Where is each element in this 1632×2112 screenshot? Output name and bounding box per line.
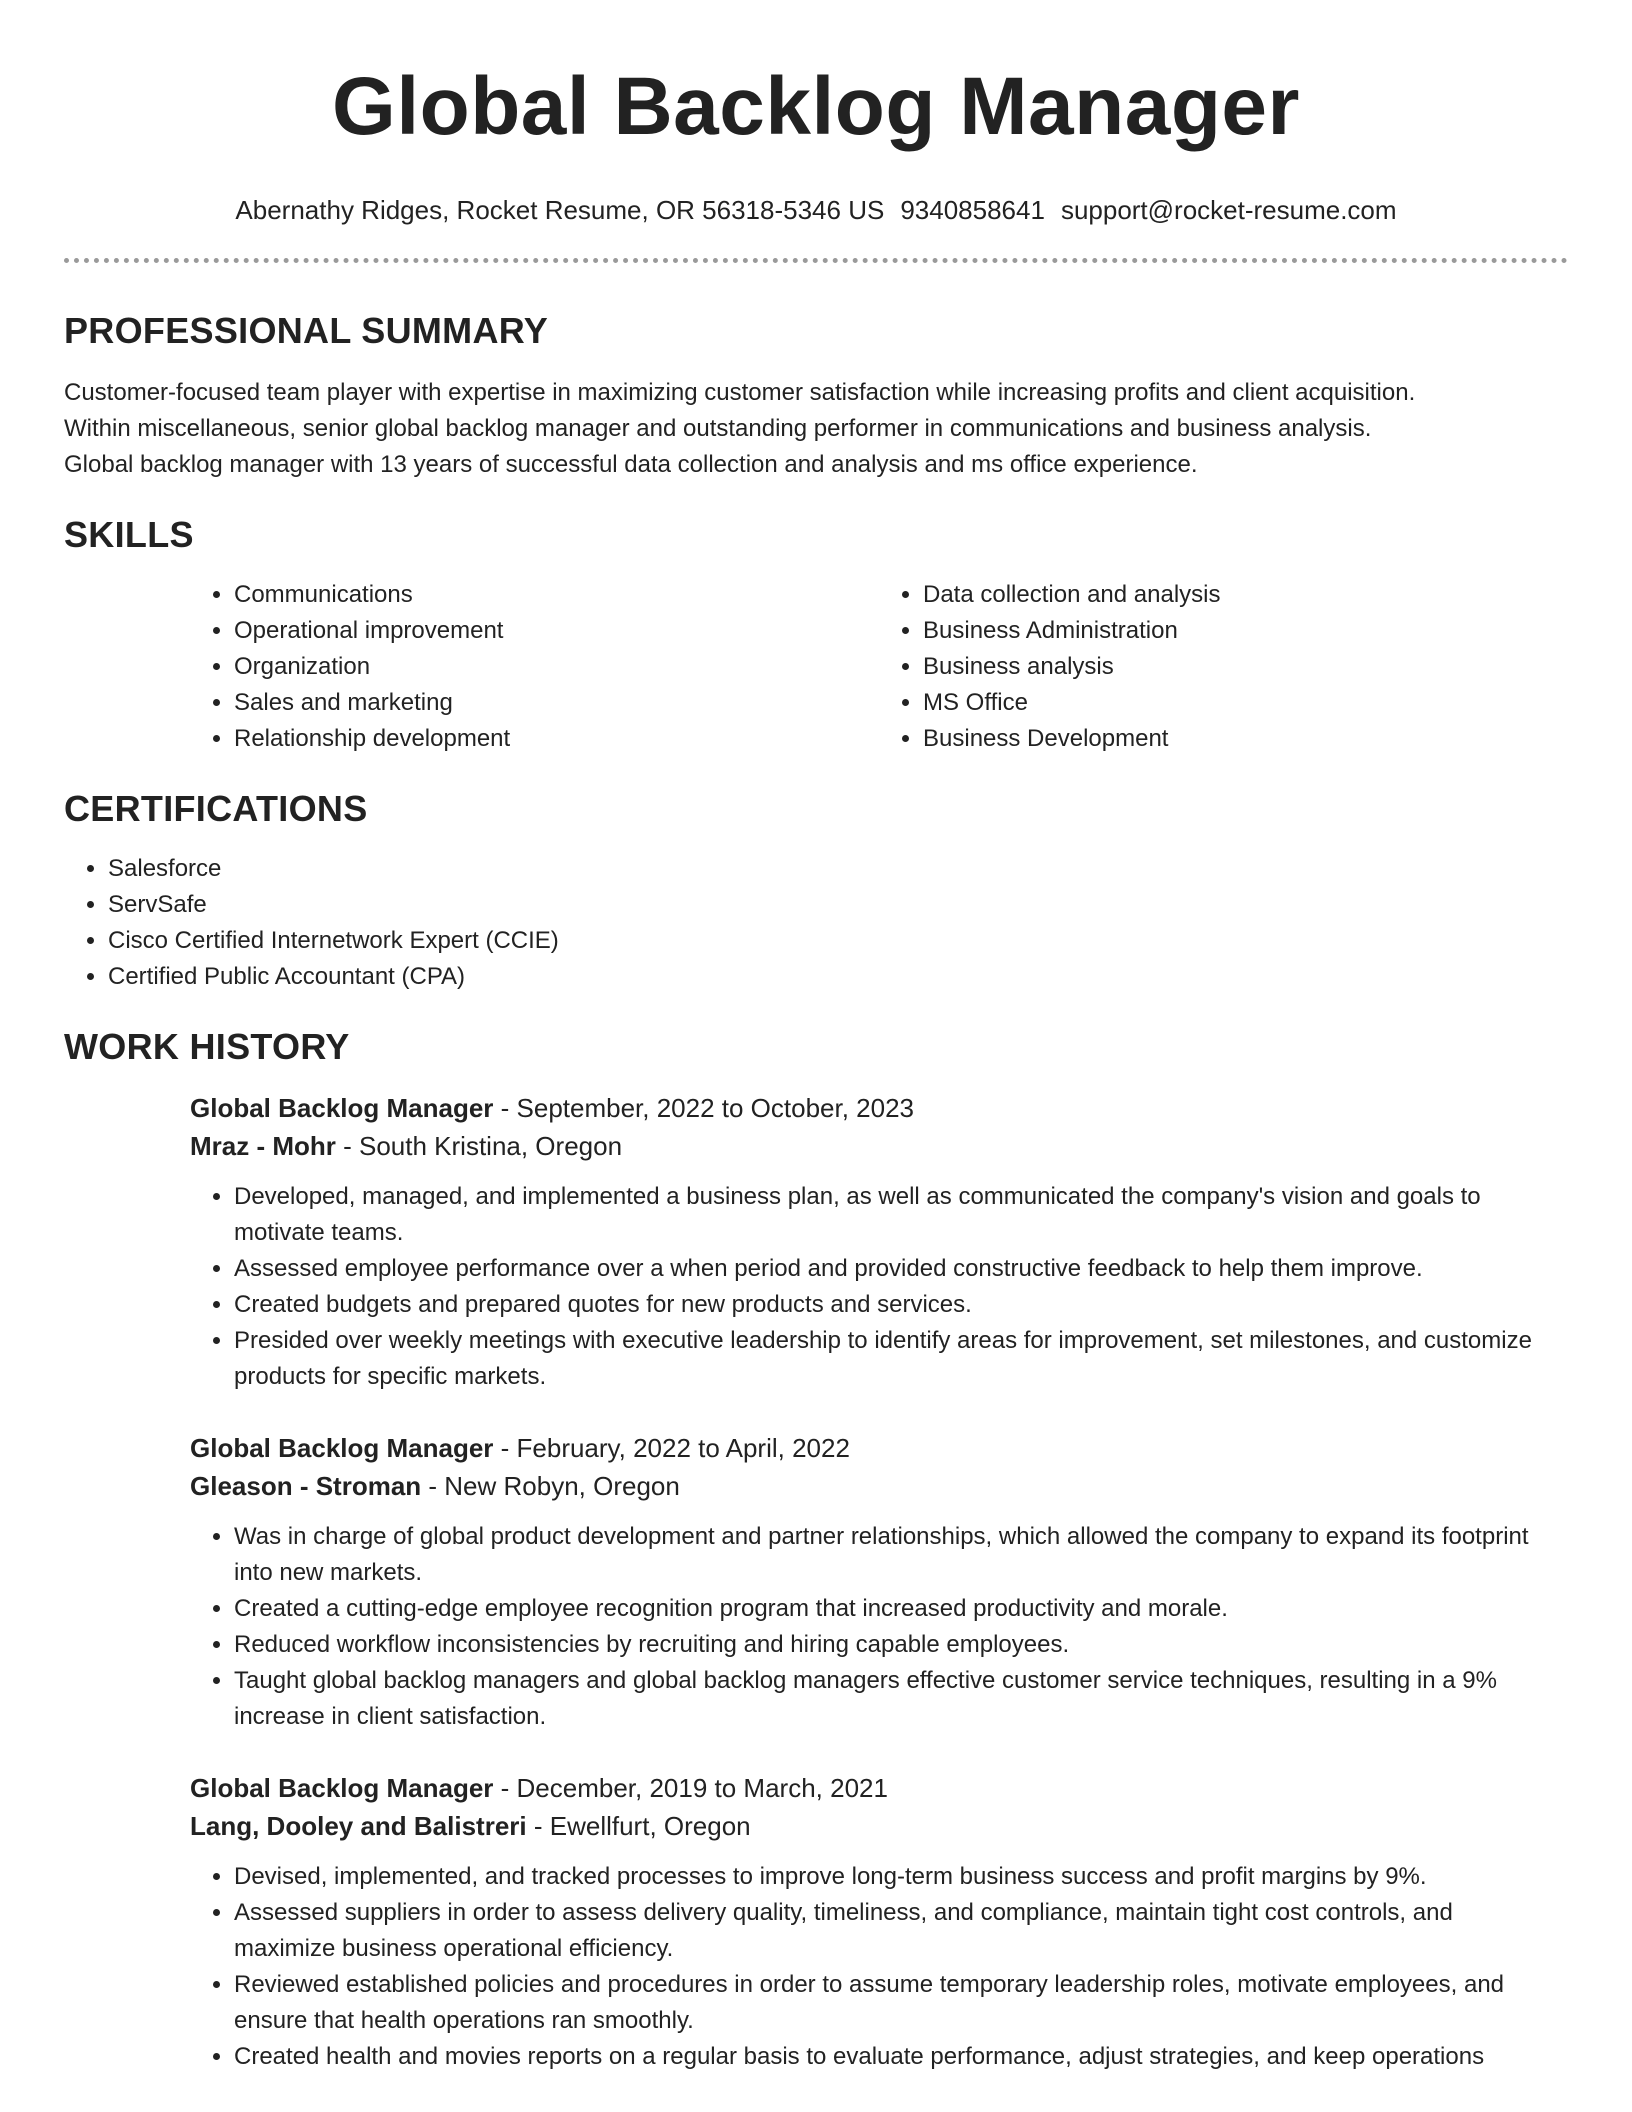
skill-item: • Organization	[234, 649, 879, 685]
job-location: - Ewellfurt, Oregon	[526, 1811, 751, 1841]
skills-section	[64, 513, 1568, 757]
contact-address: Abernathy Ridges, Rocket Resume, OR 56318-5346 US	[235, 195, 885, 225]
job-entry	[190, 1089, 1568, 1395]
skill-item: • Business Development	[923, 721, 1568, 757]
job-role: Global Backlog Manager	[190, 1773, 494, 1803]
skill-item: • Communications	[234, 577, 879, 613]
contact-email: support@rocket-resume.com	[1060, 195, 1397, 225]
job-bullet: • Reduced workflow inconsistencies by recruiting and hiring capable employees.	[234, 1627, 1544, 1663]
certifications-heading: CERTIFICATIONS	[64, 788, 368, 829]
job-bullet: • Assessed employee performance over a when period and provided constructive feedback to help them improve.	[234, 1251, 1544, 1287]
job-bullet: • Created a cutting-edge employee recognition program that increased productivity and morale.	[234, 1591, 1544, 1627]
header-divider	[64, 258, 1568, 263]
work-history-section	[64, 1025, 1568, 2075]
job-bullet: • Developed, managed, and implemented a business plan, as well as communicated the company's vision and goals to motivate teams.	[234, 1179, 1544, 1251]
certification-item: • Cisco Certified Internetwork Expert (CCIE)	[108, 923, 1568, 959]
job-dates: - September, 2022 to October, 2023	[493, 1093, 915, 1123]
skills-column-left	[190, 577, 879, 757]
job-bullets	[190, 1859, 1568, 2075]
skill-item: • Operational improvement	[234, 613, 879, 649]
job-title-line	[190, 1769, 1568, 1807]
skills-column-right	[879, 577, 1568, 757]
skills-list	[190, 577, 1568, 757]
contact-phone: 9340858641	[900, 195, 1045, 225]
skill-item: • Data collection and analysis	[923, 577, 1568, 613]
work-history-heading: WORK HISTORY	[64, 1026, 350, 1067]
certifications-section	[64, 787, 1568, 995]
summary-text: Customer-focused team player with expertise in maximizing customer satisfaction while increasing profits and client acquisition. Within miscellaneous, senior global backlog manager and outstanding performer in communications and business analysis. Global backlog manager with 13 years of successful data collection and analysis and ms office experience.	[64, 379, 1416, 478]
job-company: Lang, Dooley and Balistreri	[190, 1811, 527, 1841]
candidate-name: Global Backlog Manager	[332, 61, 1300, 152]
job-bullets	[190, 1519, 1568, 1735]
job-company: Mraz - Mohr	[190, 1131, 336, 1161]
summary-section	[64, 309, 1568, 483]
job-entry	[190, 1769, 1568, 2075]
job-company: Gleason - Stroman	[190, 1471, 422, 1501]
job-bullet: • Assessed suppliers in order to assess delivery quality, timeliness, and compliance, maintain tight cost controls, and maximize business operational efficiency.	[234, 1895, 1544, 1967]
job-entry	[190, 1429, 1568, 1735]
certifications-list	[64, 851, 1568, 995]
job-role: Global Backlog Manager	[190, 1433, 494, 1463]
skill-item: • Business analysis	[923, 649, 1568, 685]
job-role: Global Backlog Manager	[190, 1093, 494, 1123]
contact-info	[64, 194, 1568, 226]
job-bullet: • Reviewed established policies and procedures in order to assume temporary leadership roles, motivate employees, and ensure that health operations ran smoothly.	[234, 1967, 1544, 2039]
job-title-line	[190, 1429, 1568, 1467]
skills-heading: SKILLS	[64, 514, 194, 555]
job-company-line	[190, 1127, 1568, 1165]
skill-item: • Sales and marketing	[234, 685, 879, 721]
job-title-line	[190, 1089, 1568, 1127]
summary-heading: PROFESSIONAL SUMMARY	[64, 310, 549, 351]
job-bullets	[190, 1179, 1568, 1395]
job-bullet: • Created health and movies reports on a regular basis to evaluate performance, adjust strategies, and keep operations	[234, 2039, 1544, 2075]
job-dates: - December, 2019 to March, 2021	[493, 1773, 888, 1803]
job-bullet: • Created budgets and prepared quotes for new products and services.	[234, 1287, 1544, 1323]
job-company-line	[190, 1467, 1568, 1505]
job-bullet: • Devised, implemented, and tracked processes to improve long-term business success and profit margins by 9%.	[234, 1859, 1544, 1895]
job-dates: - February, 2022 to April, 2022	[493, 1433, 850, 1463]
job-location: - New Robyn, Oregon	[421, 1471, 680, 1501]
job-company-line	[190, 1807, 1568, 1845]
job-bullet: • Taught global backlog managers and global backlog managers effective customer service techniques, resulting in a 9% increase in client satisfaction.	[234, 1663, 1544, 1735]
skill-item: • Relationship development	[234, 721, 879, 757]
job-bullet: • Was in charge of global product development and partner relationships, which allowed the company to expand its footprint into new markets.	[234, 1519, 1544, 1591]
job-bullet: • Presided over weekly meetings with executive leadership to identify areas for improvement, set milestones, and customize products for specific markets.	[234, 1323, 1544, 1395]
certification-item: • Certified Public Accountant (CPA)	[108, 959, 1568, 995]
job-location: - South Kristina, Oregon	[335, 1131, 623, 1161]
skill-item: • Business Administration	[923, 613, 1568, 649]
skill-item: • MS Office	[923, 685, 1568, 721]
certification-item: • Salesforce	[108, 851, 1568, 887]
certification-item: • ServSafe	[108, 887, 1568, 923]
resume-page	[64, 0, 1568, 2075]
